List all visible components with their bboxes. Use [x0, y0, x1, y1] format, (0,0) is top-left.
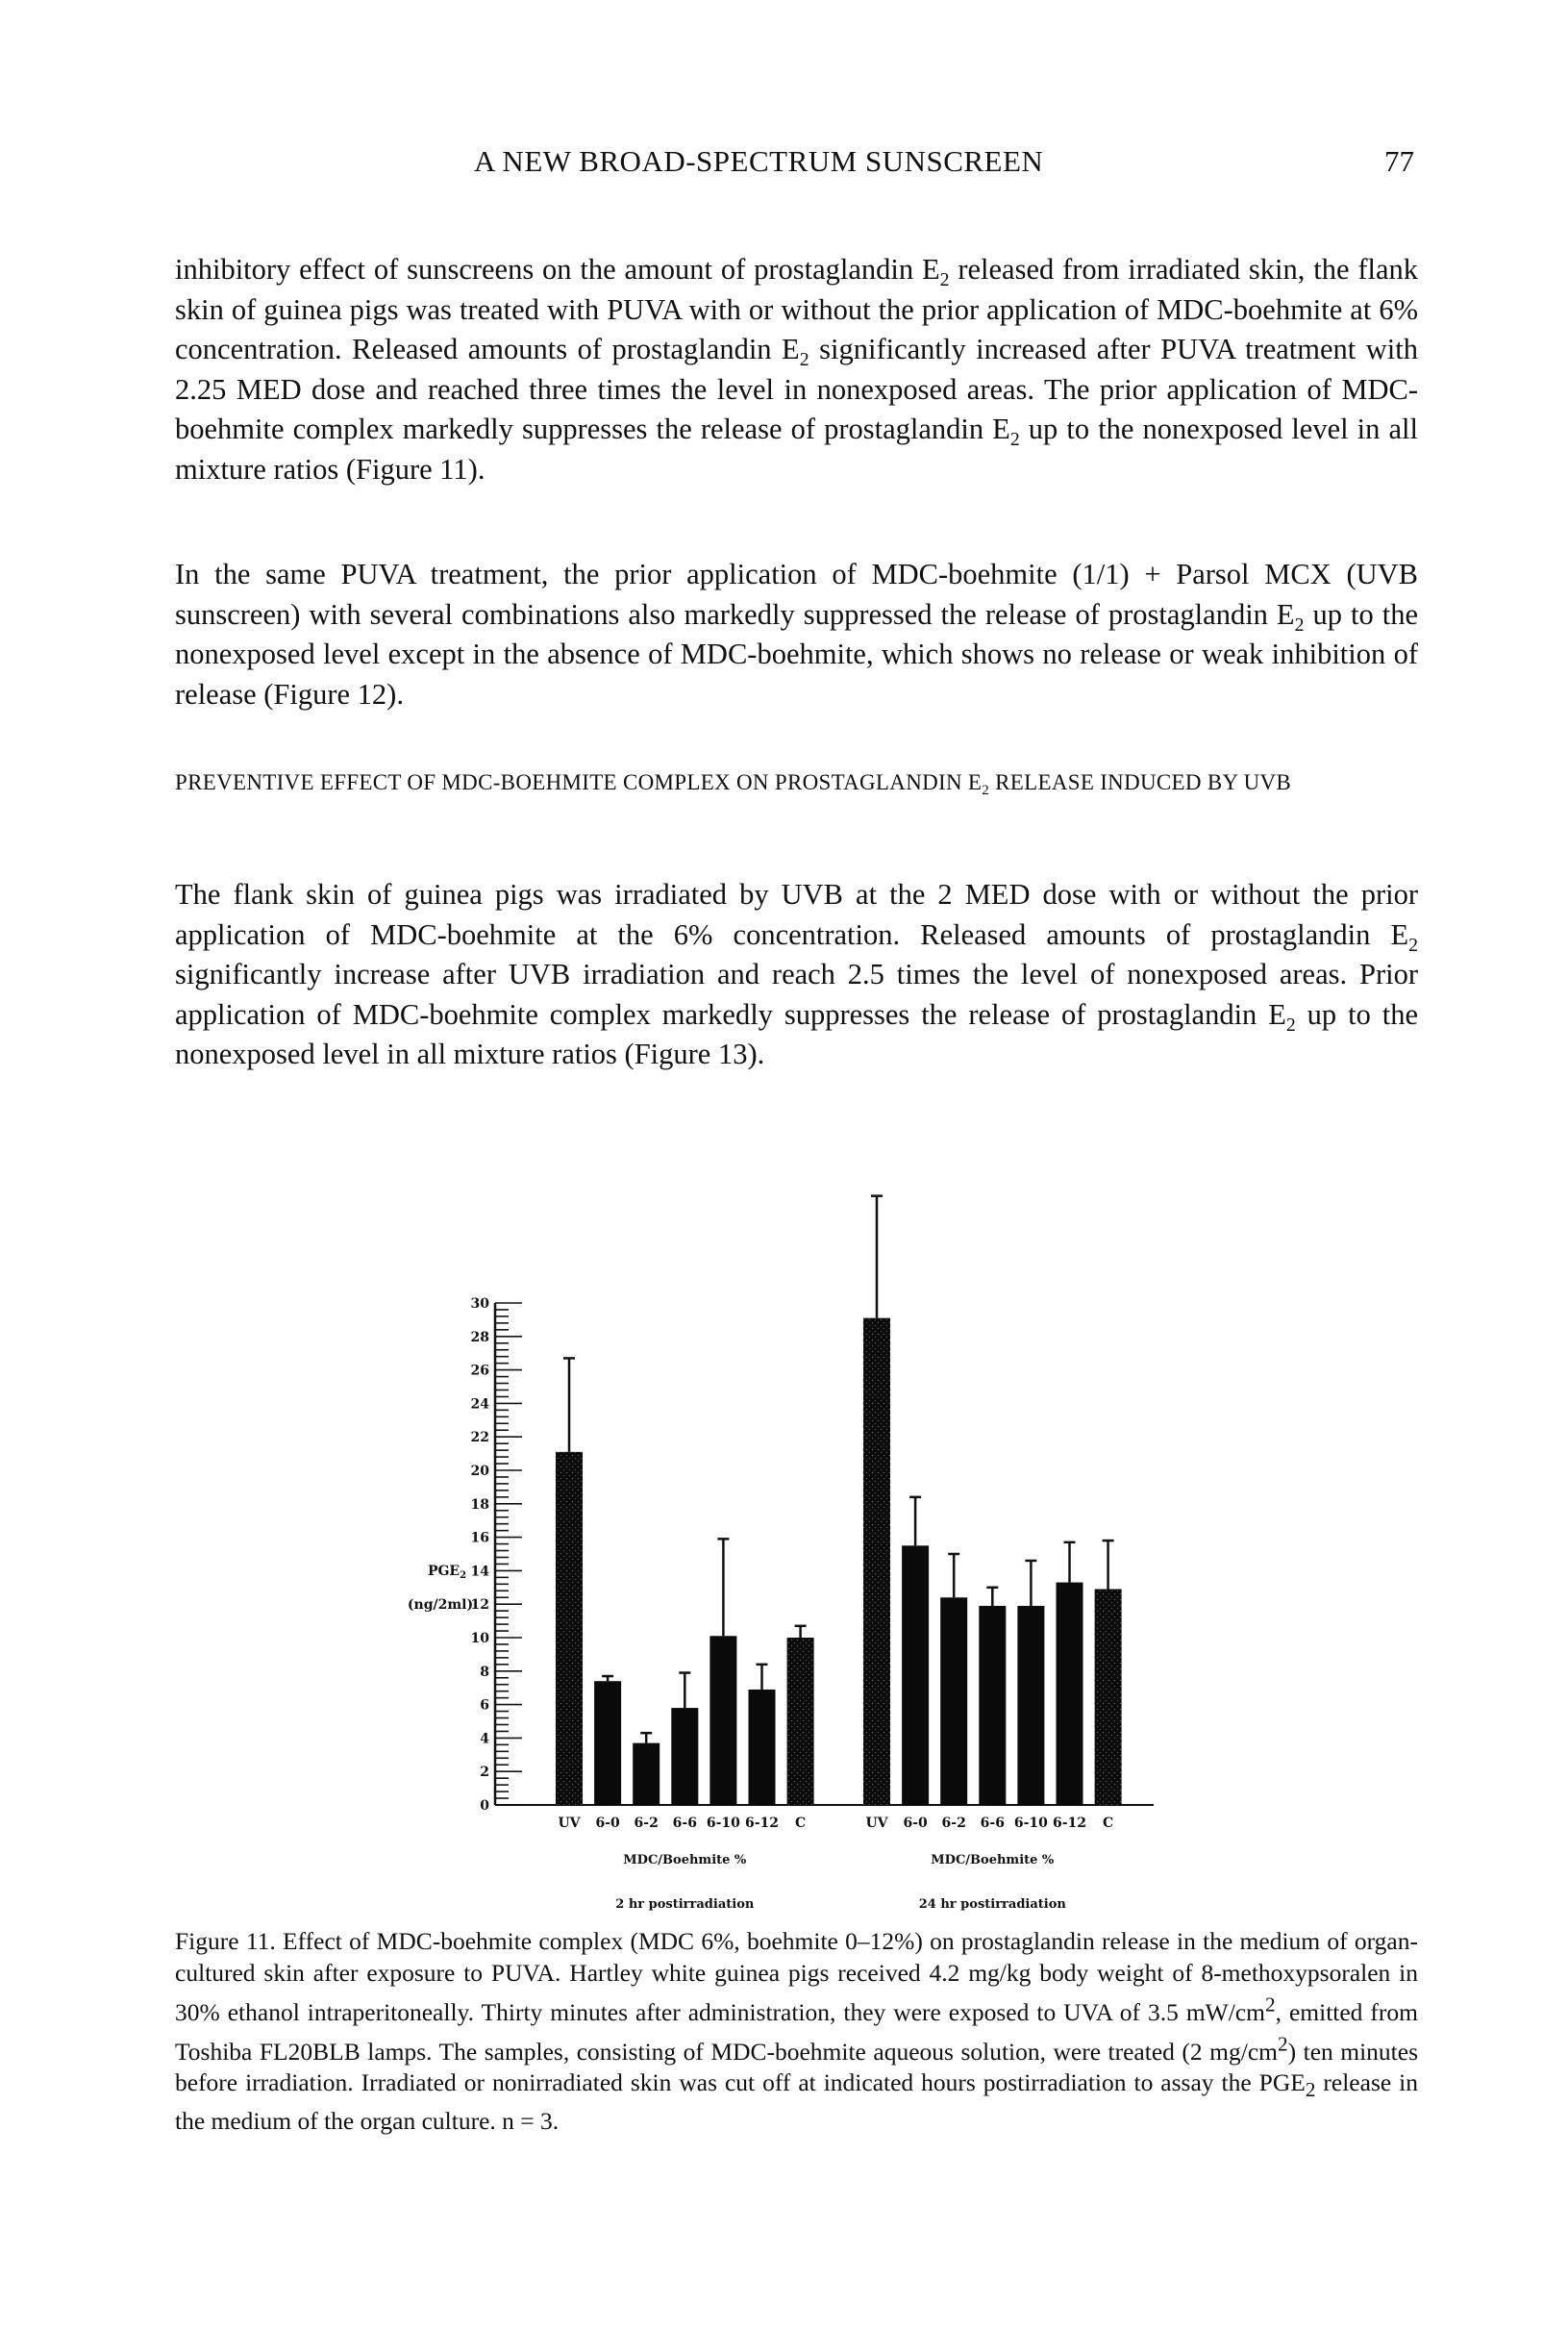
bar: [787, 1638, 814, 1805]
figure-label: Figure 11.: [175, 1927, 276, 1955]
group-label: 24 hr postirradiation: [918, 1897, 1066, 1912]
x-category-label: 6-0: [903, 1816, 928, 1831]
bar: [902, 1545, 929, 1805]
x-category-label: C: [795, 1816, 807, 1831]
bar: [1057, 1583, 1083, 1805]
x-category-label: 6-6: [672, 1816, 697, 1831]
bar: [1017, 1606, 1044, 1805]
y-tick-label: 14: [470, 1564, 489, 1580]
x-category-label: 6-12: [1052, 1816, 1087, 1831]
y-tick-label: 18: [470, 1496, 489, 1513]
y-tick-label: 0: [480, 1798, 489, 1814]
bar: [863, 1318, 890, 1805]
y-tick-label: 28: [470, 1329, 489, 1345]
y-tick-label: 12: [470, 1597, 489, 1614]
y-tick-label: 26: [470, 1363, 489, 1379]
x-category-label: 6-6: [980, 1816, 1005, 1831]
y-tick-label: 6: [480, 1697, 489, 1714]
bar: [556, 1452, 583, 1805]
y-tick-label: 10: [470, 1631, 489, 1646]
bar: [749, 1690, 776, 1805]
bar: [1095, 1590, 1122, 1805]
page-number: 77: [1384, 144, 1414, 178]
figure-caption: [175, 1926, 1418, 2137]
x-category-label: 6-2: [941, 1816, 966, 1831]
bar: [709, 1636, 736, 1805]
y-tick-label: 8: [480, 1664, 489, 1680]
body-paragraph-2: In the same PUVA treatment, the prior application of MDC-boehmite (1/1) + Parsol MCX (UVB sunscreen) with several combinations also markedly suppressed the release of prostaglandin $E_2$ up to the nonexposed level except in the absence of MDC-boehmite, which shows no release or weak inhibition of release (Figure 12).: [175, 558, 1418, 711]
y-axis: [495, 1303, 1154, 1805]
section-heading: PREVENTIVE EFFECT OF MDC-BOEHMITE COMPLEX ON PROSTAGLANDIN $E_2$ RELEASE INDUCED BY UVB: [175, 770, 1292, 799]
x-category-label: 6-10: [706, 1816, 740, 1831]
body-paragraph-3: The flank skin of guinea pigs was irradiated by UVB at the 2 MED dose with or without the prior application of MDC-boehmite at the 6% concentration. Released amounts of prostaglandin $E_2$ significantly increase after UVB irradiation and reach 2.5 times the level of nonexposed areas. Prior application of MDC-boehmite complex markedly suppresses the release of prostaglandin $E_2$ up to the nonexposed level in all mixture ratios (Figure 13).: [175, 878, 1418, 1070]
y-tick-label: 2: [480, 1765, 489, 1781]
y-tick-label: 20: [470, 1464, 489, 1479]
x-category-label: C: [1103, 1816, 1114, 1831]
group-label: 2 hr postirradiation: [615, 1897, 755, 1912]
y-tick-label: 24: [470, 1396, 489, 1413]
x-category-label: 6-10: [1013, 1816, 1048, 1831]
x-category-label: 6-2: [634, 1816, 659, 1831]
y-tick-label: 22: [470, 1430, 489, 1446]
y-tick-label: 16: [470, 1530, 489, 1546]
bar: [594, 1681, 621, 1805]
bars: [556, 1196, 1122, 1805]
y-axis-unit-label: (ng/2ml): [407, 1597, 474, 1613]
x-axis-label: MDC/Boehmite %: [623, 1853, 747, 1867]
x-category-label: UV: [558, 1816, 581, 1831]
bar: [979, 1606, 1006, 1805]
caption-text: Effect of MDC-boehmite complex (MDC 6%, boehmite 0–12%) on prostaglandin release in the medium of organ-cultured skin after exposure to PUVA. Hartley white guinea pigs received 4.2 mg/kg body weight of 8-methoxypsoralen in 30% ethanol intraperitoneally. Thirty minutes after administration, they were exposed to UVA of 3.5 $mW/cm^2$, emitted from Toshiba FL20BLB lamps. The samples, consisting of MDC-boehmite aqueous solution, were treated (2 $mg/cm^2$) ten minutes before irradiation. Irradiated or nonirradiated skin was cut off at indicated hours postirradiation to assay the $PGE_2$ release in the medium of the organ culture. n = 3.: [175, 1927, 1419, 2135]
bar: [633, 1743, 660, 1805]
bar: [671, 1708, 698, 1805]
y-tick-label: 4: [480, 1731, 489, 1747]
y-tick-label: 30: [470, 1296, 489, 1312]
x-category-label: UV: [865, 1816, 888, 1831]
body-paragraph-1: inhibitory effect of sunscreens on the amount of prostaglandin $E_2$ released from irradiated skin, the flank skin of guinea pigs was treated with PUVA with or without the prior application of MDC-boehmite at 6% concentration. Released amounts of prostaglandin $E_2$ significantly increased after PUVA treatment with 2.25 MED dose and reached three times the level in nonexposed areas. The prior application of MDC-boehmite complex markedly suppresses the release of prostaglandin $E_2$ up to the nonexposed level in all mixture ratios (Figure 11).: [175, 253, 1419, 486]
x-category-label: 6-12: [744, 1816, 780, 1831]
y-axis-label: $PGE_2$: [427, 1564, 467, 1581]
x-category-label: 6-0: [595, 1816, 620, 1831]
running-title: A NEW BROAD-SPECTRUM SUNSCREEN: [474, 144, 1044, 178]
bar: [940, 1597, 967, 1805]
x-axis-label: MDC/Boehmite %: [931, 1853, 1055, 1867]
